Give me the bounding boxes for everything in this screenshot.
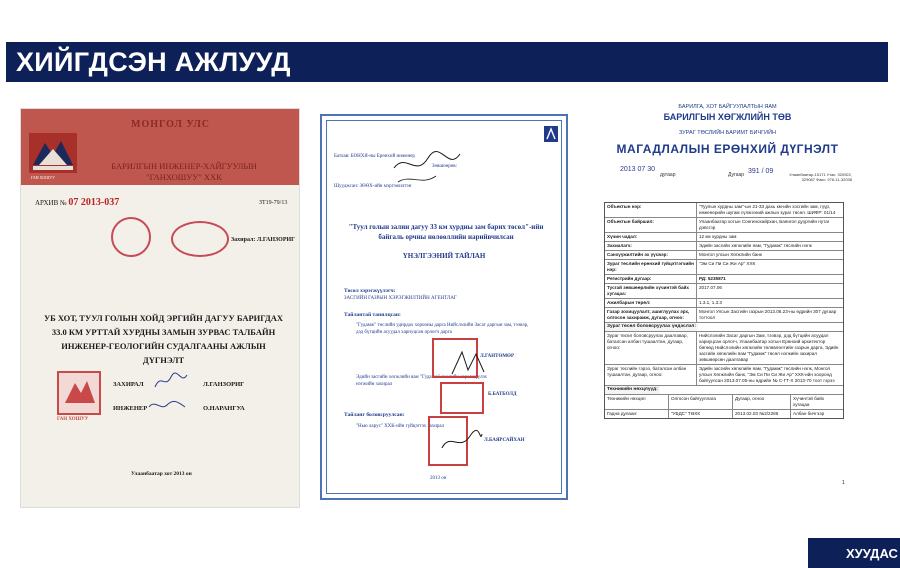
row-key: Хүчин чадал: (605, 233, 697, 241)
doc3-address: Улаанбаатар-15171 Утас: 320922, 329087 Факс: 976-11-32038 (789, 172, 852, 182)
tc-head-cell: Дугаар, огноо (733, 395, 791, 409)
tc-head-cell: Хүчинтэй байх хугацаа (793, 396, 825, 407)
doc2-signature-2 (440, 428, 484, 454)
doc1-signature-1 (153, 371, 189, 391)
footer-label: ХУУДАС (846, 546, 898, 561)
row-value: 12 км хурдны зам (699, 234, 737, 239)
row-key: Зураг төслийн ерөнхий гүйцэтгэгчийн нэр: (605, 260, 697, 274)
row-key: Регистрийн дугаар: (605, 275, 697, 283)
doc1-city: Улаанбаатар хот 2013 он (131, 471, 192, 477)
doc2-stamp-2 (440, 382, 484, 414)
doc1-country: МОНГОЛ УЛС (131, 119, 211, 130)
row-key: Захиалагч: (605, 242, 697, 250)
row-key: Газар зохицуулалт, ашиглуулах эрх, олгосон захирамж, дугаар, огноо: (605, 308, 697, 322)
row-value: РД: 5235871 (699, 276, 726, 281)
doc1-archive-label: АРХИВ № (35, 199, 67, 207)
doc3-title: МАГАДЛАЛЫН ЕРӨНХИЙ ДҮГНЭЛТ (616, 142, 839, 156)
doc2-top1: Батлав: БОНХЯ-ны Ерөнхий инженер (334, 154, 415, 159)
doc3-date-label: дугаар (660, 172, 676, 178)
doc1-sign1-name: Л.ГАНЗОРИГ (203, 381, 245, 388)
doc2-value-3-name: Б.БАТБОЛД (488, 392, 517, 397)
stamp-logo-icon (59, 373, 99, 413)
row-key: Тусгай зөвшөөрлийн хүчинтэй байх хугацаа: (605, 284, 697, 298)
doc2-signatures-top (392, 148, 462, 188)
row-key: Объектын байршил: (605, 218, 697, 232)
doc1-round-stamp (111, 217, 151, 257)
row-key: Объектын нэр: (605, 203, 697, 217)
doc1-archive-number: 07 2013-037 (68, 197, 120, 208)
doc3-number: 391 / 09 (748, 168, 774, 175)
table-row (605, 242, 843, 251)
doc2-value-2-name: Л.ГАНТӨМӨР (480, 354, 514, 359)
doc1-logo-caption: ГАН ХОШУУ (31, 175, 55, 180)
table-row (605, 299, 843, 308)
row-value: "Туулын хурдны зам"-ын 21-33 дахь км-ийн хэсгийн зам, гүүр, инженерийн шугам сүлжээний ажлын зураг төсөл. ШИФР: 01/14 (699, 204, 836, 215)
row-value: Нийслэлийн Засаг даргын Зам, тээвэр, дэд бүтцийн асуудал хариуцсан орлогч, Улаанбаатар хотын Ерөнхий архитектор бөгөөд Нийслэлийн хөгжлийн төлөвлөлтийн газрын дарга, Эдийн засгийн хөгжлийн яам "Гудамж" төсөл нэгжийн захирал зөвшөөрсөн даалгавар (699, 333, 839, 362)
doc2-value-1: ЗАСГИЙН ГАЗРЫН ХЭРЭГЖИЛТИЙН АГЕНТЛАГ (344, 296, 457, 301)
table-row (605, 218, 843, 233)
doc1-oval-stamp (171, 221, 229, 257)
tc-cell: "УБДС" ТӨХК (669, 410, 733, 418)
row-key: Санхүүжилтийн эх үүсвэр: (605, 251, 697, 259)
tc-cell: Албан бичгээр (793, 411, 825, 416)
doc1-archive (35, 197, 119, 208)
doc3-table (604, 202, 844, 419)
document-expert-conclusion (600, 100, 855, 486)
document-geology-report (20, 108, 300, 508)
row-value: 1.3.1, 1.3.3 (699, 300, 722, 305)
doc2-label-2: Тайлантай танилцсан: (344, 312, 401, 318)
doc1-code: ЗТ19-79/13 (259, 200, 288, 206)
doc2-value-4-name: Л.БАЯРСАЙХАН (484, 438, 525, 443)
document-eia-report (320, 114, 568, 500)
row-value: Эдийн засгийн хөгжлийн яам, "Гудамж" төслийн нэгж, Монгол улсын Хөгжлийн банк, "Эм Си Пи Си Жи Ар" ХХК-ийн хооронд байгуулсан 2013.07.05-ны өдрийн № С-ГТ-Х 2013-70 тоот гэрээ (699, 366, 835, 383)
doc1-sign1-role: ЗАХИРАЛ (113, 381, 144, 388)
table-row (605, 251, 843, 260)
doc3-header-center: БАРИЛГЫН ХӨГЖЛИЙН ТӨВ (663, 112, 792, 122)
doc1-square-stamp (57, 371, 101, 415)
doc2-top2: Зөвшөөрөв: (432, 164, 457, 169)
table-row (605, 410, 843, 418)
doc1-company-line1: БАРИЛГЫН ИНЖЕНЕР-ХАЙГУУЛЫН (111, 161, 257, 171)
row-value: Улаанбаатар хотын Сонгинохайрхан, Баянгол дүүргийн нутаг дэвсгэр (699, 219, 830, 230)
doc1-approve: Захирал: Л.ГАНЗОРИГ (231, 237, 295, 243)
table-row (605, 332, 843, 365)
row-value: Эдийн засгийн хөгжлийн яам, "Гудамж" төслийн нэгж (699, 243, 812, 248)
row-key: Зураг төслийн гэрээ, баталсан албан тушаалтан, дугаар, огноо: (605, 365, 697, 385)
doc2-label-1: Төсөл хэрэгжүүлэгч: (344, 288, 396, 294)
doc3-header-sub: ЗУРАГ ТӨСЛИЙН БАРИМТ БИЧГИЙН (678, 130, 776, 136)
table-row (605, 395, 843, 410)
doc2-report-title: ҮНЭЛГЭЭНИЙ ТАЙЛАН (402, 252, 486, 260)
table-row (605, 233, 843, 242)
table-row (605, 203, 843, 218)
tc-cell: Гадна дулаан: (605, 410, 669, 418)
tc-cell: 2013.02.03 №2/2286 (733, 410, 791, 418)
tc-head-cell: Техникийн нөхцөл (605, 395, 669, 409)
row-value: 2017.07.06 (699, 285, 722, 290)
doc2-value-4: "Нью ларус" ХХК-ийн гүйцэтгэх захирал (356, 424, 445, 429)
table-row (605, 284, 843, 299)
tc-head-cell: Олгосон байгууллага (669, 395, 733, 409)
table-section (605, 386, 843, 395)
row-key: Ажилбарын төрөл: (605, 299, 697, 307)
row-value: Монгол улсын Хөгжлийн банк (699, 252, 762, 257)
doc1-company (99, 161, 269, 183)
table-row (605, 365, 843, 386)
doc2-label-4: Тайланг боловсруулсан: (344, 412, 405, 418)
section-title: Зураг төсөл боловсруулах үндэслэл: (607, 324, 696, 329)
row-key: Зураг төсөл боловсруулах даалгавар, баталсан албан тушаалтан, дугаар, огноо: (605, 332, 697, 364)
doc2-value-2: "Гудамж" төслийн удирдах хорооны дарга Нийслэлийн Засаг даргын зам, тээвэр, дэд бүтцийн асуудал хариуцсан орлогч дарга (356, 323, 529, 335)
gankhoshuu-logo-icon (29, 133, 77, 173)
table-row (605, 308, 843, 323)
doc2-top3: Шууджсан: ЗӨӨХ-ийн мэргэжилтэн (334, 184, 412, 189)
row-value: "Эм Си Пи Си Жи Ар" ХХК (699, 261, 756, 266)
doc2-signature-1 (448, 348, 488, 378)
title-bar (6, 42, 888, 82)
doc2-value-3: Эдийн засгийн хөгжлийн яам "Гудамж" төслийн хэрэгжүүлэх нэгжийн захирал (356, 375, 488, 387)
table-row (605, 260, 843, 275)
doc1-sign2-name: О.НАРАНГУА (203, 405, 245, 412)
doc1-signature-2 (147, 397, 187, 413)
doc2-year: 2013 он (430, 476, 447, 481)
doc2-heading: "Туул голын залин дагуу 33 км хурдны зам барих төсөл"-ийн байгаль орчны нөлөөллийн нарийвчилсан (348, 223, 544, 241)
doc3-header-ministry: БАРИЛГА, ХОТ БАЙГУУЛАЛТЫН ЯАМ (678, 104, 777, 110)
footer-tab (808, 538, 900, 568)
doc3-number-label: Дугаар (728, 172, 745, 178)
doc3-page-number: 1 (842, 480, 845, 486)
doc1-company-line2: "ГАНХОШУУ" ХХК (146, 172, 222, 182)
table-row (605, 275, 843, 284)
table-section (605, 323, 843, 332)
doc1-sign2-role: ИНЖЕНЕР (113, 405, 148, 412)
doc2-logo-icon (544, 126, 558, 142)
row-value: Монгол Улсын Засгийн газрын 2013.06.23-ны өдрийн 307 дугаар тогтоол (699, 309, 837, 320)
doc3-date: 2013 07 30 (620, 166, 656, 173)
section-title: Техникийн нөхцлүүд: (607, 387, 658, 392)
doc1-stamp-caption: ГАН ХОШУУ (57, 417, 89, 422)
doc1-heading: УБ ХОТ, ТУУЛ ГОЛЫН ХОЙД ЭРГИЙН ДАГУУ БАРИГДАХ 33.0 КМ УРТТАЙ ХУРДНЫ ЗАМЫН ЗУРВАС ТАЛБАЙН ИНЖЕНЕР-ГЕОЛОГИЙН СУДАЛГААНЫ АЖЛЫН ДҮГНЭЛТ (43, 313, 284, 365)
page-title: ХИЙГДСЭН АЖЛУУД (16, 47, 291, 77)
